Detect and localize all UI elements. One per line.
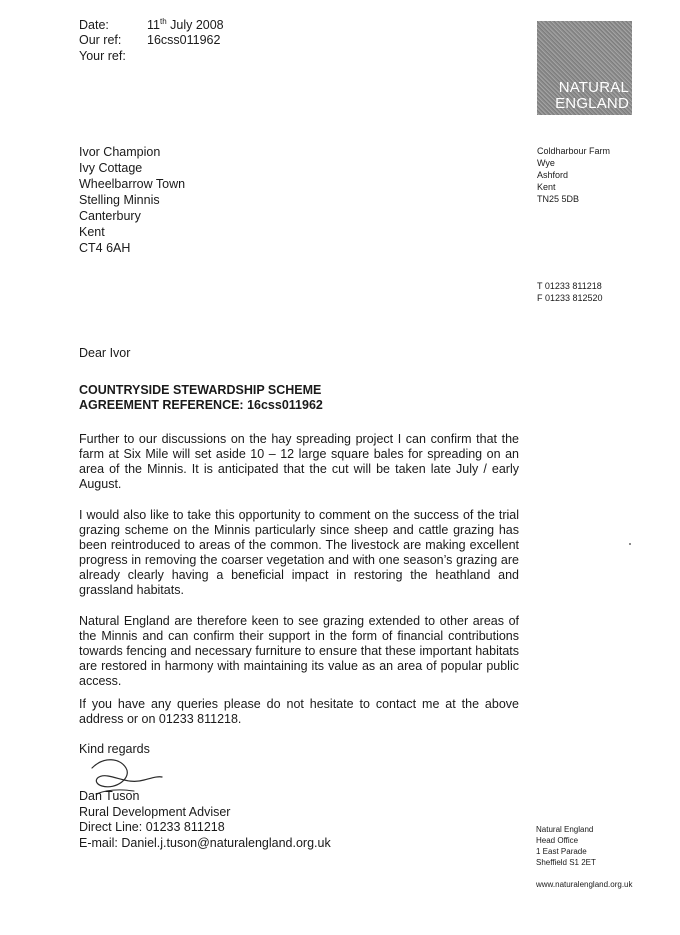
subject-line-2: AGREEMENT REFERENCE: 16css011962 [79, 398, 323, 412]
your-ref-label: Your ref: [79, 49, 126, 63]
address-line: Ivor Champion [79, 145, 161, 159]
contact-numbers [537, 280, 603, 304]
office-line: Wye [537, 158, 555, 168]
office-line: Ashford [537, 170, 569, 180]
address-line: Canterbury [79, 209, 141, 223]
recipient-address [79, 144, 185, 256]
address-line: Kent [79, 225, 105, 239]
subject-heading [79, 383, 323, 413]
fax: F 01233 812520 [537, 293, 603, 303]
office-address [537, 145, 610, 205]
head-office-line: 1 East Parade [536, 847, 587, 856]
logo-text: NATURAL ENGLAND [555, 79, 629, 112]
date-line [79, 14, 224, 33]
our-ref-line [79, 33, 220, 48]
telephone: T 01233 811218 [537, 281, 602, 291]
our-ref-label: Our ref: [79, 33, 122, 47]
head-office-line: Natural England [536, 825, 594, 834]
sender-name: Dan Tuson [79, 789, 140, 803]
head-office-address [536, 824, 596, 868]
address-line: Wheelbarrow Town [79, 177, 186, 191]
date-label: Date: [79, 18, 109, 33]
sender-block [79, 789, 331, 851]
natural-england-logo [537, 21, 632, 115]
closing: Kind regards [79, 742, 150, 756]
head-office-line: Head Office [536, 836, 579, 845]
address-line: Stelling Minnis [79, 193, 160, 207]
date-rest: July 2008 [166, 18, 224, 33]
website: www.naturalengland.org.uk [536, 880, 633, 889]
our-ref-value: 16css011962 [147, 33, 221, 47]
office-line: TN25 5DB [537, 194, 580, 204]
address-line: CT4 6AH [79, 241, 131, 255]
sender-title: Rural Development Adviser [79, 804, 231, 819]
address-line: Ivy Cottage [79, 161, 143, 175]
date-day: 11 [147, 18, 160, 33]
sender-direct-line: Direct Line: 01233 811218 [79, 820, 225, 834]
salutation: Dear Ivor [79, 346, 131, 360]
date-suffix: th [159, 17, 167, 26]
subject-line-1: COUNTRYSIDE STEWARDSHIP SCHEME [79, 383, 322, 397]
head-office-line: Sheffield S1 2ET [536, 858, 596, 867]
office-line: Kent [537, 182, 556, 192]
office-line: Coldharbour Farm [537, 146, 611, 156]
scan-speck [629, 543, 631, 545]
paragraph-1: Further to our discussions on the hay spreading project I can confirm that the farm at Six Mile will set aside 10 – 12 large square bales for spreading on an area of the Minnis. It is anticipated that the cut will be taken late July / early August. [79, 432, 519, 491]
paragraph-4: If you have any queries please do not hesitate to contact me at the above address or on 01233 811218. [79, 697, 519, 726]
paragraph-3: Natural England are therefore keen to see grazing extended to other areas of the Minnis and can confirm their support in the form of financial contributions towards fencing and necessary furniture to ensure that these important habitats are restored in harmony with maintaining its value as an area of popular public access. [79, 614, 519, 688]
sender-email: E-mail: Daniel.j.tuson@naturalengland.org.uk [79, 835, 331, 850]
paragraph-2: I would also like to take this opportunity to comment on the success of the trial grazing scheme on the Minnis particularly since sheep and cattle grazing has been reintroduced to areas of the common. The livestock are making excellent progress in removing the coarser vegetation and with one season’s grazing are already clearly having a beneficial impact in restoring the heathland and grassland habitats. [79, 508, 519, 597]
your-ref-line [79, 49, 147, 64]
